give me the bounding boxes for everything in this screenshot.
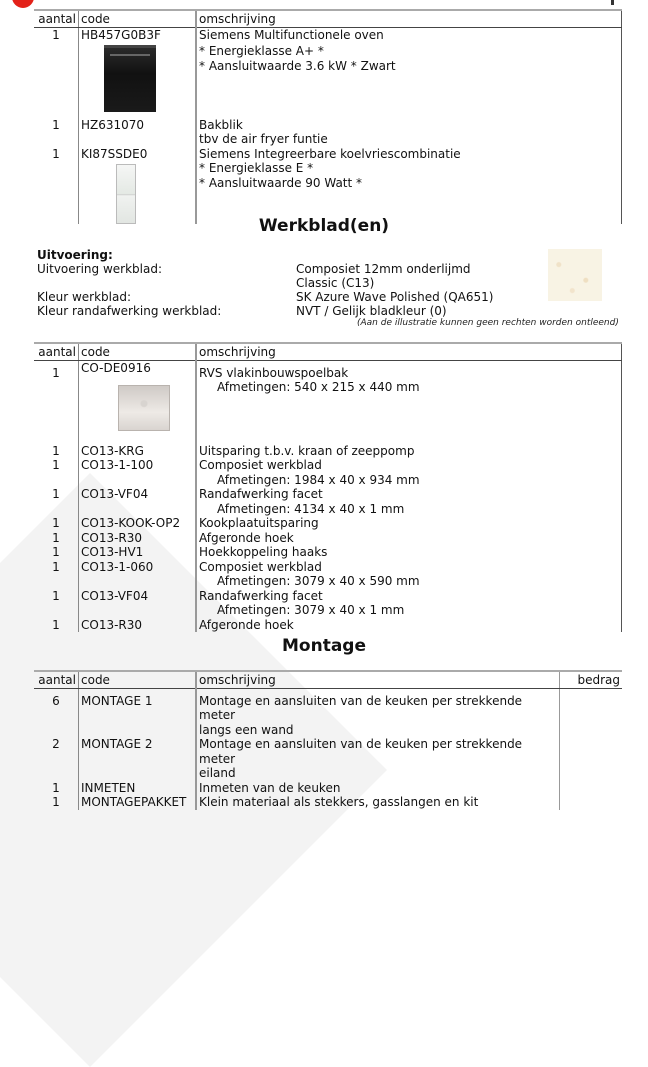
row-code: CO13-KOOK-OP2 <box>79 516 197 531</box>
table-header-row <box>34 671 622 688</box>
row-code: CO13-KRG <box>79 444 197 459</box>
row-code: CO13-VF04 <box>79 487 197 516</box>
table-row <box>34 589 622 618</box>
table-row <box>34 531 622 546</box>
desc-line: Montage en aansluiten van de keuken per strekkende meter <box>199 737 523 766</box>
row-aantal: 1 <box>52 117 60 132</box>
row-aantal: 2 <box>52 737 60 751</box>
row-omschrijving: Klein materiaal als stekkers, gasslangen en kit <box>196 795 560 810</box>
row-code: MONTAGE 2 <box>79 737 197 781</box>
row-code: CO13-1-100 <box>79 458 197 487</box>
brand-logo-mark <box>12 0 34 8</box>
row-code <box>79 147 197 225</box>
col-bedrag: bedrag <box>560 671 623 688</box>
desc-line: Randafwerking facet <box>199 487 323 501</box>
desc-line: Siemens Integreerbare koelvriescombinatie <box>199 146 461 161</box>
row-aantal: 1 <box>52 443 60 458</box>
row-omschrijving: Kookplaatuitsparing <box>196 516 622 531</box>
worktop-color-swatch <box>548 249 602 301</box>
desc-line: Siemens Multifunctionele oven <box>199 27 384 42</box>
desc-line: * Aansluitwaarde 3.6 kW * Zwart <box>199 58 396 73</box>
row-omschrijving: Afgeronde hoek <box>196 618 622 633</box>
table-row <box>34 560 622 589</box>
uitvoering-heading: Uitvoering: <box>37 248 113 262</box>
desc-line: RVS vlakinbouwspoelbak <box>199 365 349 380</box>
code-text: HB457G0B3F <box>81 27 161 42</box>
row-omschrijving <box>196 360 622 444</box>
desc-dimensions: Afmetingen: 540 x 215 x 440 mm <box>217 380 420 394</box>
row-code <box>79 27 197 118</box>
col-aantal: aantal <box>34 671 79 688</box>
section-title-montage: Montage <box>282 636 366 656</box>
row-omschrijving <box>196 458 622 487</box>
row-omschrijving: Inmeten van de keuken <box>196 781 560 796</box>
spec-row <box>37 276 493 290</box>
col-code: code <box>79 343 197 360</box>
table-row <box>34 147 622 225</box>
row-bedrag <box>560 737 623 781</box>
row-code: CO13-1-060 <box>79 560 197 589</box>
col-omschrijving: omschrijving <box>196 343 622 360</box>
col-omschrijving: omschrijving <box>196 10 622 27</box>
spec-label: Kleur randafwerking werkblad: <box>37 304 222 318</box>
spec-row <box>37 262 493 276</box>
row-aantal: 1 <box>52 365 60 380</box>
row-aantal: 1 <box>52 516 60 530</box>
col-code: code <box>79 10 197 27</box>
row-omschrijving <box>196 118 622 147</box>
page-mark <box>611 0 614 5</box>
code-text: CO-DE0916 <box>81 360 151 375</box>
row-aantal: 1 <box>52 588 60 603</box>
row-bedrag <box>560 781 623 796</box>
section-title-werkblad: Werkblad(en) <box>258 216 390 236</box>
worktop-specs <box>37 248 493 318</box>
table-row <box>34 118 622 147</box>
table-row <box>34 360 622 444</box>
row-aantal: 1 <box>52 530 60 545</box>
appliances-table <box>34 9 622 224</box>
row-omschrijving: Uitsparing t.b.v. kraan of zeeppomp <box>196 444 622 459</box>
row-code: MONTAGE 1 <box>79 688 197 737</box>
row-omschrijving: Hoekkoppeling haaks <box>196 545 622 560</box>
spec-value: Classic (C13) <box>296 276 375 290</box>
row-code: INMETEN <box>79 781 197 796</box>
table-row <box>34 458 622 487</box>
table-row <box>34 795 622 810</box>
table-row <box>34 737 622 781</box>
desc-dimensions: Afmetingen: 1984 x 40 x 934 mm <box>217 472 420 487</box>
desc-dimensions: Afmetingen: 4134 x 40 x 1 mm <box>217 501 405 516</box>
table-row <box>34 27 622 118</box>
spec-value: Composiet 12mm onderlijmd <box>296 262 471 276</box>
table-row <box>34 516 622 531</box>
spec-row <box>37 290 493 304</box>
worktop-table <box>34 342 622 632</box>
row-aantal: 1 <box>52 487 60 501</box>
table-header-row <box>34 10 622 27</box>
table-row <box>34 545 622 560</box>
table-row <box>34 618 622 633</box>
table-row <box>34 444 622 459</box>
oven-image <box>104 45 156 112</box>
desc-line: Randafwerking facet <box>199 588 323 603</box>
row-aantal: 1 <box>52 559 60 574</box>
desc-line: tbv de air fryer funtie <box>199 132 328 146</box>
table-header-row <box>34 343 622 360</box>
spec-value: SK Azure Wave Polished (QA651) <box>296 290 494 304</box>
row-code: CO13-R30 <box>79 531 197 546</box>
code-text: KI87SSDE0 <box>81 146 148 161</box>
row-code: HZ631070 <box>79 118 197 147</box>
row-omschrijving <box>196 560 622 589</box>
row-aantal: 1 <box>52 617 60 632</box>
row-aantal: 6 <box>52 693 60 708</box>
row-omschrijving: Afgeronde hoek <box>196 531 622 546</box>
table-row <box>34 688 622 737</box>
row-omschrijving <box>196 27 622 118</box>
col-code: code <box>79 671 197 688</box>
sink-image <box>118 385 170 431</box>
row-aantal: 1 <box>52 780 60 795</box>
row-code: CO13-R30 <box>79 618 197 633</box>
row-bedrag <box>560 688 623 737</box>
table-row <box>34 781 622 796</box>
spec-value: NVT / Gelijk bladkleur (0) <box>296 304 447 318</box>
desc-line: Montage en aansluiten van de keuken per strekkende meter <box>199 693 523 722</box>
illustration-disclaimer: (Aan de illustratie kunnen geen rechten worden ontleend) <box>357 318 619 328</box>
desc-line: * Energieklasse E * <box>199 161 314 175</box>
spec-label <box>37 276 296 290</box>
desc-line: eiland <box>199 766 236 780</box>
col-aantal: aantal <box>34 343 79 360</box>
row-aantal: 1 <box>52 27 60 42</box>
row-code: CO13-VF04 <box>79 589 197 618</box>
row-aantal: 1 <box>52 458 60 472</box>
col-omschrijving: omschrijving <box>196 671 560 688</box>
desc-line: Composiet werkblad <box>199 458 322 472</box>
spec-row <box>37 304 493 318</box>
row-code: CO13-HV1 <box>79 545 197 560</box>
desc-line: langs een wand <box>199 722 294 737</box>
desc-line: * Aansluitwaarde 90 Watt * <box>199 175 363 190</box>
desc-line: * Energieklasse A+ * <box>199 44 324 58</box>
desc-dimensions: Afmetingen: 3079 x 40 x 590 mm <box>217 574 420 588</box>
desc-line: Composiet werkblad <box>199 559 322 574</box>
fridge-image <box>116 164 136 224</box>
row-code <box>79 360 197 444</box>
table-row <box>34 487 622 516</box>
col-aantal: aantal <box>34 10 79 27</box>
row-aantal: 1 <box>52 545 60 559</box>
row-omschrijving <box>196 147 622 225</box>
row-omschrijving <box>196 737 560 781</box>
spec-label: Uitvoering werkblad: <box>37 262 162 276</box>
row-omschrijving <box>196 487 622 516</box>
row-code: MONTAGEPAKKET <box>79 795 197 810</box>
desc-dimensions: Afmetingen: 3079 x 40 x 1 mm <box>217 603 405 617</box>
row-omschrijving <box>196 688 560 737</box>
spec-label: Kleur werkblad: <box>37 290 131 304</box>
row-omschrijving <box>196 589 622 618</box>
row-aantal: 1 <box>52 146 60 161</box>
assembly-table <box>34 670 622 810</box>
row-aantal: 1 <box>52 795 60 809</box>
desc-line: Bakblik <box>199 117 243 132</box>
row-bedrag <box>560 795 623 810</box>
